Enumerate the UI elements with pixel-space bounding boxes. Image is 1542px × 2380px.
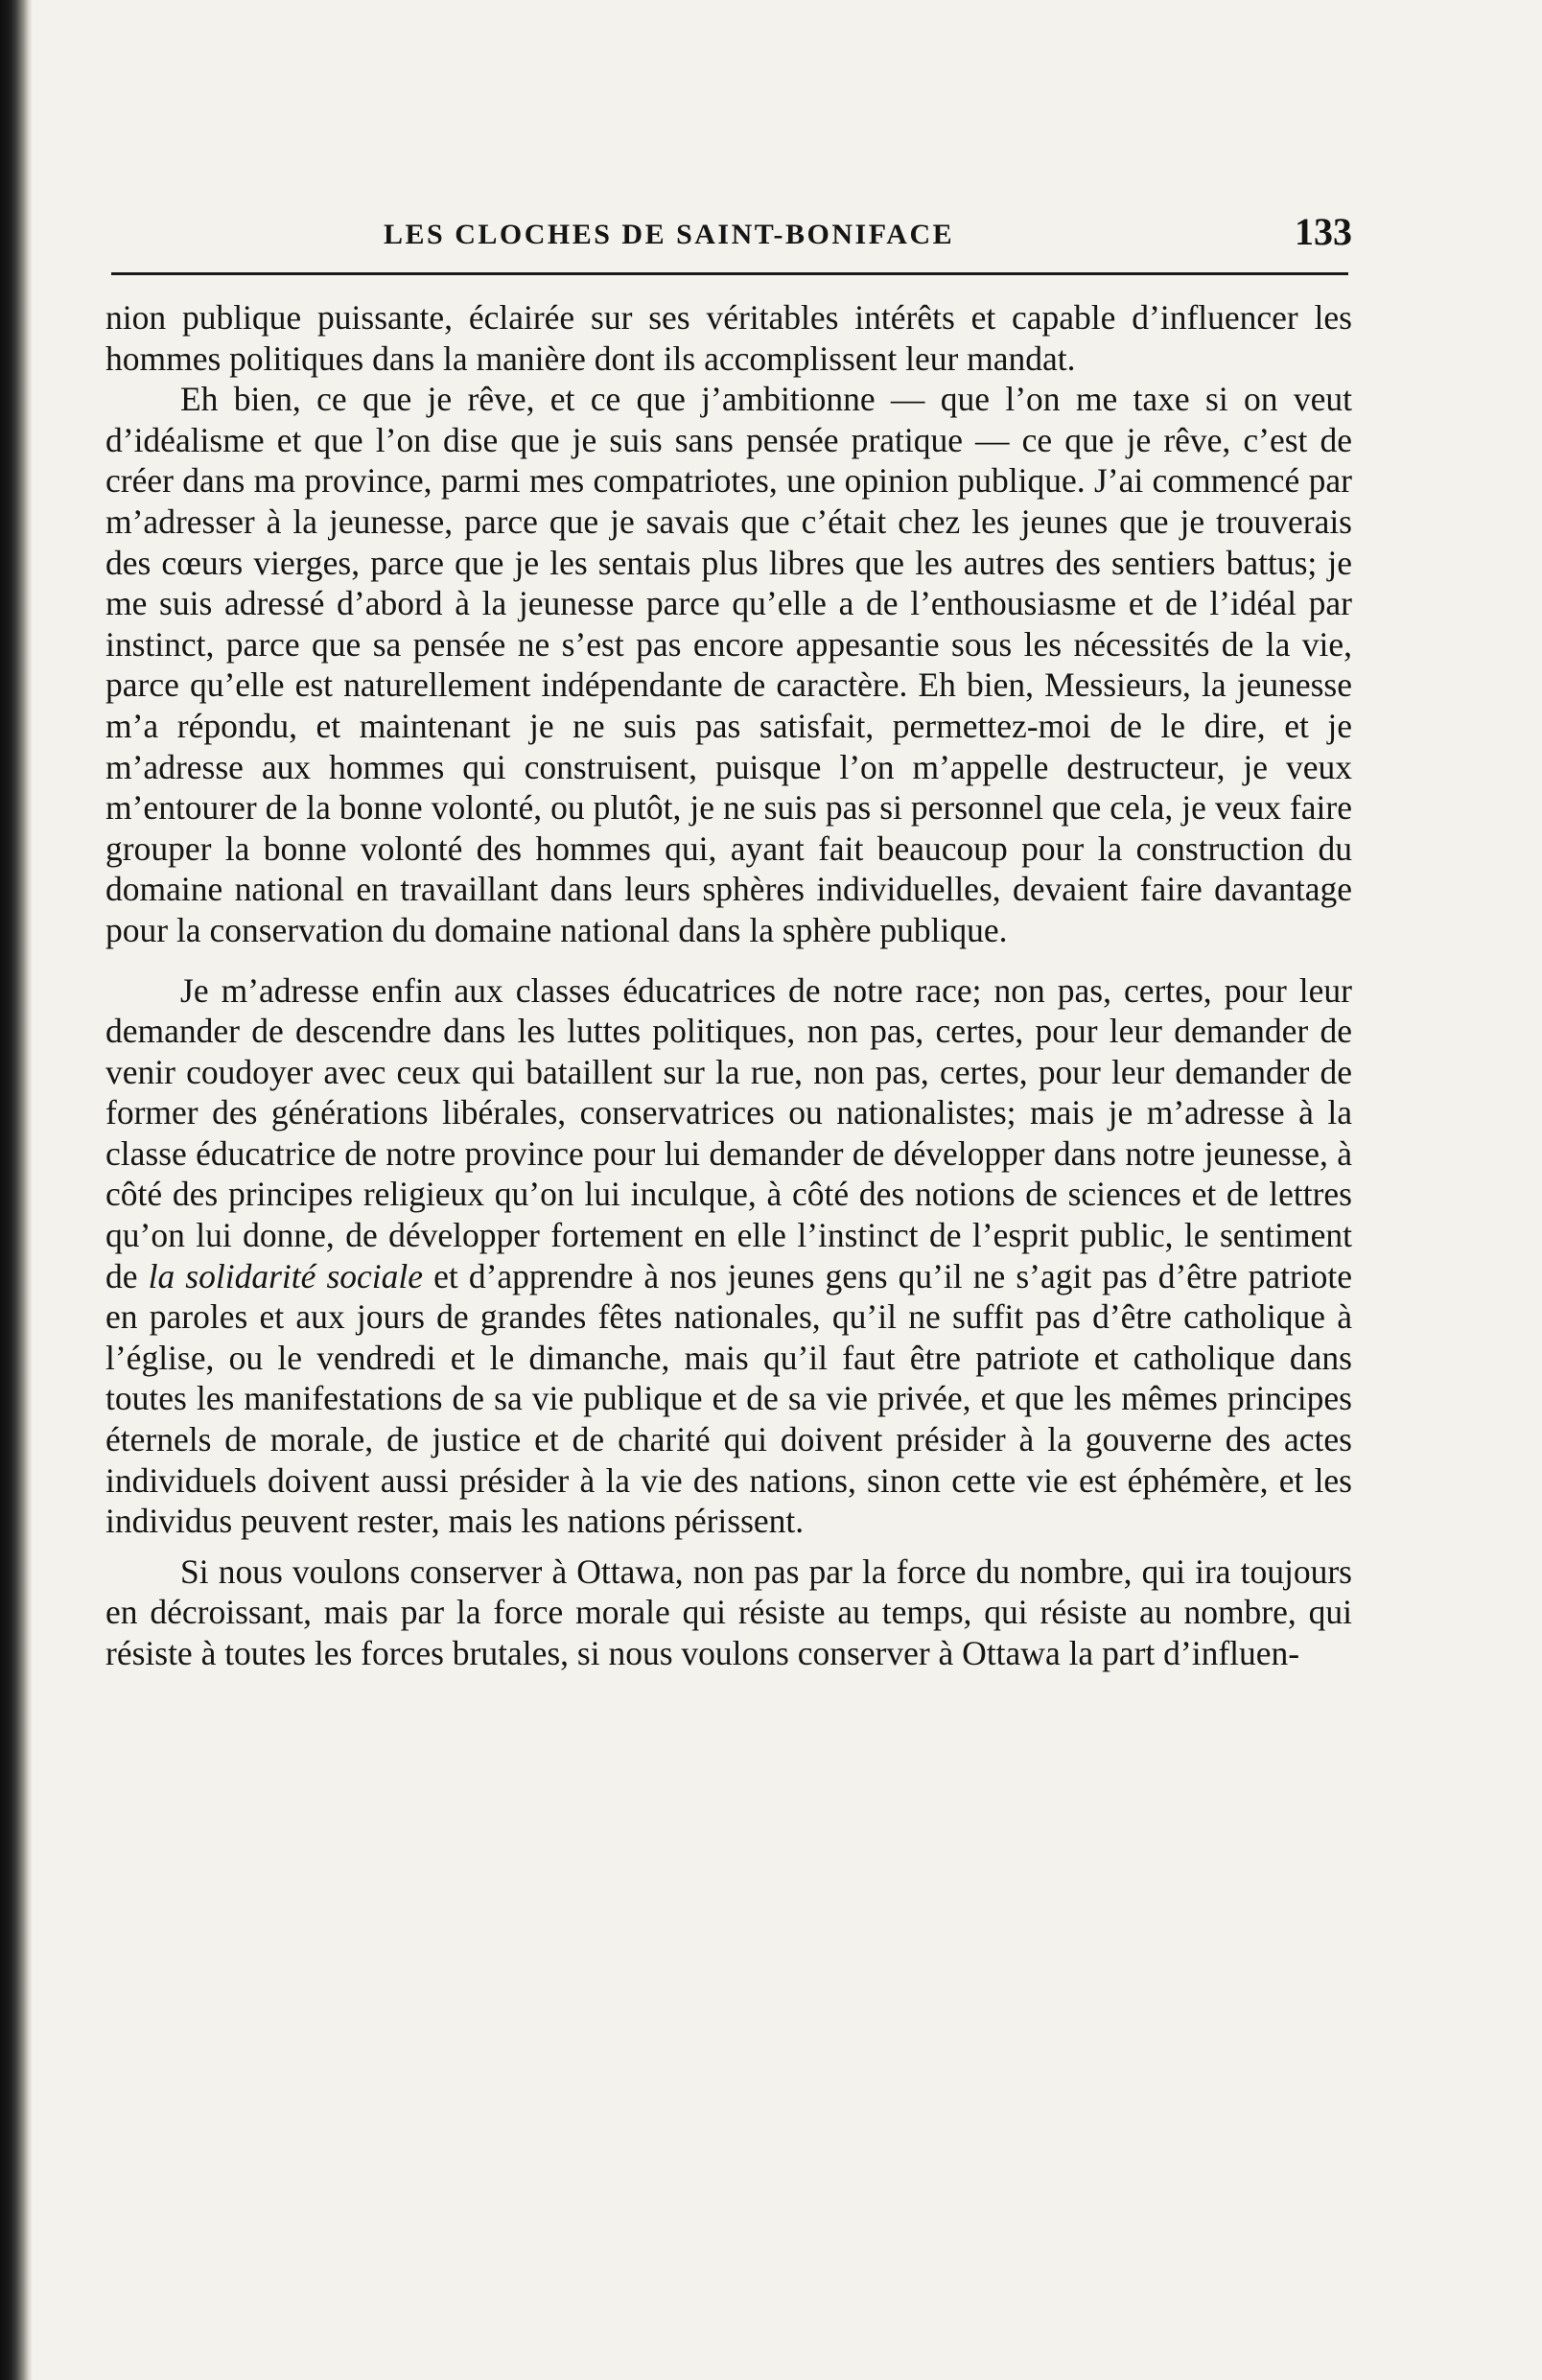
book-page <box>105 201 1352 1672</box>
running-title: LES CLOCHES DE SAINT-BONIFACE <box>384 219 955 250</box>
header-rule <box>111 272 1348 275</box>
paragraph-educators-part-2: et d’apprendre à nos jeunes gens qu’il ne s’agit pas d’être patriote en paroles et aux jours de grandes fêtes nationales, qu’il ne suffit pas d’être catholique à l’église, ou le vendredi et le dimanche, mais qu’il faut être patriote et catholique dans toutes les manifestations de sa vie publique et de sa vie privée, et que les mêmes principes éternels de morale, de justice et de charité qui doivent présider à la gouverne des actes individuels doivent aussi présider à la vie des nations, sinon cette vie est éphémère, et les individus peuvent rester, mais les nations périssent. <box>105 1256 1352 1541</box>
book-binding-edge <box>0 0 33 2380</box>
paragraph-educators-part-1: Je m’adresse enfin aux classes éducatrices de notre race; non pas, certes, pour leur demander de descendre dans les luttes politiques, non pas, certes, pour leur demander de venir coudoyer avec ceux qui bataillent sur la rue, non pas, certes, pour leur demander de former des générations libérales, conservatrices ou nationalistes; mais je m’adresse à la classe éducatrice de notre province pour lui demander de développer dans notre jeunesse, à côté des principes religieux qu’on lui inculque, à côté des notions de sciences et de lettres qu’on lui donne, de développer fortement en elle l’instinct de l’esprit public, le sentiment de <box>105 970 1352 1295</box>
page-number: 133 <box>1295 210 1352 253</box>
paragraph-continuation: nion publique puissante, éclairée sur ses véritables intérêts et capable d’influencer les hommes politiques dans la manière dont ils accomplissent leur mandat. <box>105 298 1352 378</box>
body-text <box>105 297 1352 1674</box>
emphasized-phrase: la solidarité sociale <box>148 1256 424 1295</box>
paragraph-educators <box>105 970 1352 1542</box>
page-header <box>105 201 1352 259</box>
paragraph-ottawa: Si nous voulons conserver à Ottawa, non pas par la force du nombre, qui ira toujours en décroissant, mais par la force morale qui résiste au temps, qui résiste au nombre, qui résiste à toutes les forces brutales, si nous voulons conserver à Ottawa la part d’influen- <box>105 1552 1352 1672</box>
paragraph-ideal: Eh bien, ce que je rêve, et ce que j’ambitionne — que l’on me taxe si on veut d’idéalisme et que l’on dise que je suis sans pensée pratique — ce que je rêve, c’est de créer dans ma province, parmi mes compatriotes, une opinion publique. J’ai commencé par m’adresser à la jeunesse, parce que je savais que c’était chez les jeunes que je trouverais des cœurs vierges, parce que je les sentais plus libres que les autres des sentiers battus; je me suis adressé d’abord à la jeunesse parce qu’elle a de l’enthousiasme et de l’idéal par instinct, parce que sa pensée ne s’est pas encore appesantie sous les nécessités de la vie, parce qu’elle est naturellement indépendante de caractère. Eh bien, Messieurs, la jeunesse m’a répondu, et maintenant je ne suis pas satisfait, permettez-moi de le dire, et je m’adresse aux hommes qui construisent, puisque l’on m’appelle destructeur, je veux m’entourer de la bonne volonté, ou plutôt, je ne suis pas si personnel que cela, je veux faire grouper la bonne volonté des hommes qui, ayant fait beaucoup pour la construction du domaine national en travaillant dans leurs sphères individuelles, devaient faire davantage pour la conservation du domaine national dans la sphère publique. <box>105 380 1352 949</box>
